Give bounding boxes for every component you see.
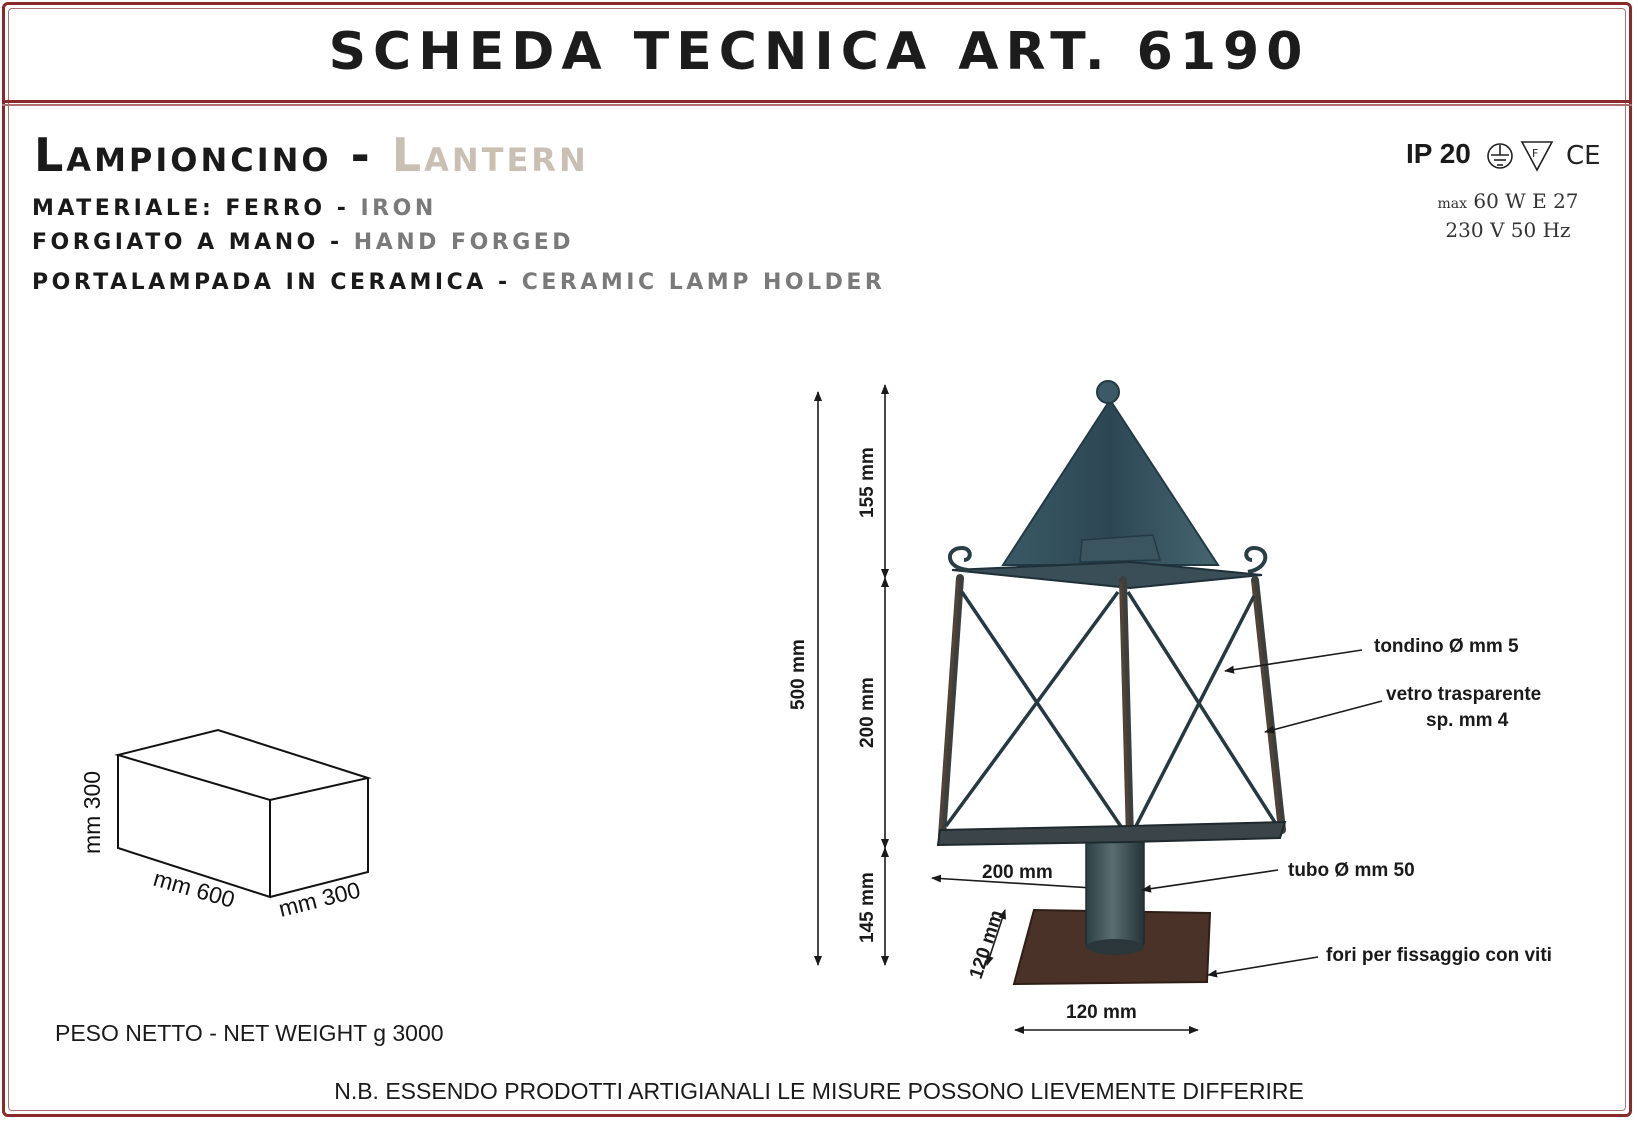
package-width-label: mm 300 bbox=[275, 876, 363, 922]
spec-forged-en: HAND FORGED bbox=[353, 230, 575, 255]
net-weight: PESO NETTO - NET WEIGHT g 3000 bbox=[55, 1020, 444, 1046]
right-scroll bbox=[1246, 548, 1265, 572]
crossed-rods bbox=[946, 592, 1276, 828]
middle-height-label: 200 mm bbox=[857, 677, 878, 748]
base-depth-label: 120 mm bbox=[965, 907, 1008, 982]
callout-tubo: tubo Ø mm 50 bbox=[1288, 860, 1415, 881]
callout-vetro-line-1: vetro trasparente bbox=[1386, 684, 1542, 705]
callout-tondino: tondino Ø mm 5 bbox=[1374, 636, 1519, 657]
product-name-separator: - bbox=[331, 128, 392, 182]
spec-lampholder-it: PORTALAMPADA IN CERAMICA bbox=[32, 270, 487, 295]
package-length-label: mm 600 bbox=[150, 864, 238, 913]
power: 60 W bbox=[1473, 189, 1526, 213]
callout-vetro-line-2: sp. mm 4 bbox=[1426, 710, 1509, 731]
product-name-it: Lampioncino bbox=[34, 128, 332, 182]
frequency: 50 Hz bbox=[1510, 218, 1571, 242]
spec-material-it: MATERIALE: FERRO bbox=[32, 196, 326, 221]
spec-material: MATERIALE: FERRO - IRON bbox=[32, 196, 437, 221]
spec-forged: FORGIATO A MANO - HAND FORGED bbox=[32, 230, 575, 255]
disclaimer-note: N.B. ESSENDO PRODOTTI ARTIGIANALI LE MISURE POSSONO LIEVEMENTE DIFFERIRE bbox=[334, 1078, 1304, 1104]
base-width-label: 120 mm bbox=[1066, 1002, 1137, 1023]
cone-collar bbox=[1080, 535, 1160, 562]
svg-text:F: F bbox=[1532, 147, 1539, 160]
f-mark-icon bbox=[1522, 142, 1552, 170]
earth-ground-icon bbox=[1488, 144, 1512, 168]
spec-material-en: IRON bbox=[360, 196, 437, 221]
tube-foot bbox=[1086, 939, 1144, 955]
left-scroll bbox=[950, 548, 970, 570]
package-height-label: mm 300 bbox=[79, 770, 105, 854]
ce-mark-icon: CE bbox=[1566, 141, 1601, 171]
spec-forged-it: FORGIATO A MANO bbox=[32, 230, 319, 255]
socket: E 27 bbox=[1532, 189, 1579, 213]
max-label: max bbox=[1437, 196, 1468, 212]
frame-posts bbox=[942, 578, 1282, 838]
lantern-illustration bbox=[938, 381, 1285, 984]
page-title: SCHEDA TECNICA ART. 6190 bbox=[328, 22, 1310, 82]
support-tube bbox=[1086, 835, 1144, 947]
voltage: 230 V bbox=[1445, 218, 1505, 242]
top-height-label: 155 mm bbox=[857, 447, 878, 518]
ip-rating: IP 20 bbox=[1406, 138, 1471, 169]
lantern-width-label: 200 mm bbox=[982, 862, 1053, 883]
callout-fori: fori per fissaggio con viti bbox=[1326, 945, 1552, 966]
total-height-label: 500 mm bbox=[788, 639, 809, 710]
finial bbox=[1097, 381, 1119, 403]
bottom-rim bbox=[938, 822, 1285, 845]
product-name-en: Lantern bbox=[391, 128, 589, 182]
spec-lampholder-en: CERAMIC LAMP HOLDER bbox=[521, 270, 886, 295]
bottom-height-label: 145 mm bbox=[857, 872, 878, 943]
spec-lampholder: PORTALAMPADA IN CERAMICA - CERAMIC LAMP HOLDER bbox=[32, 270, 886, 295]
